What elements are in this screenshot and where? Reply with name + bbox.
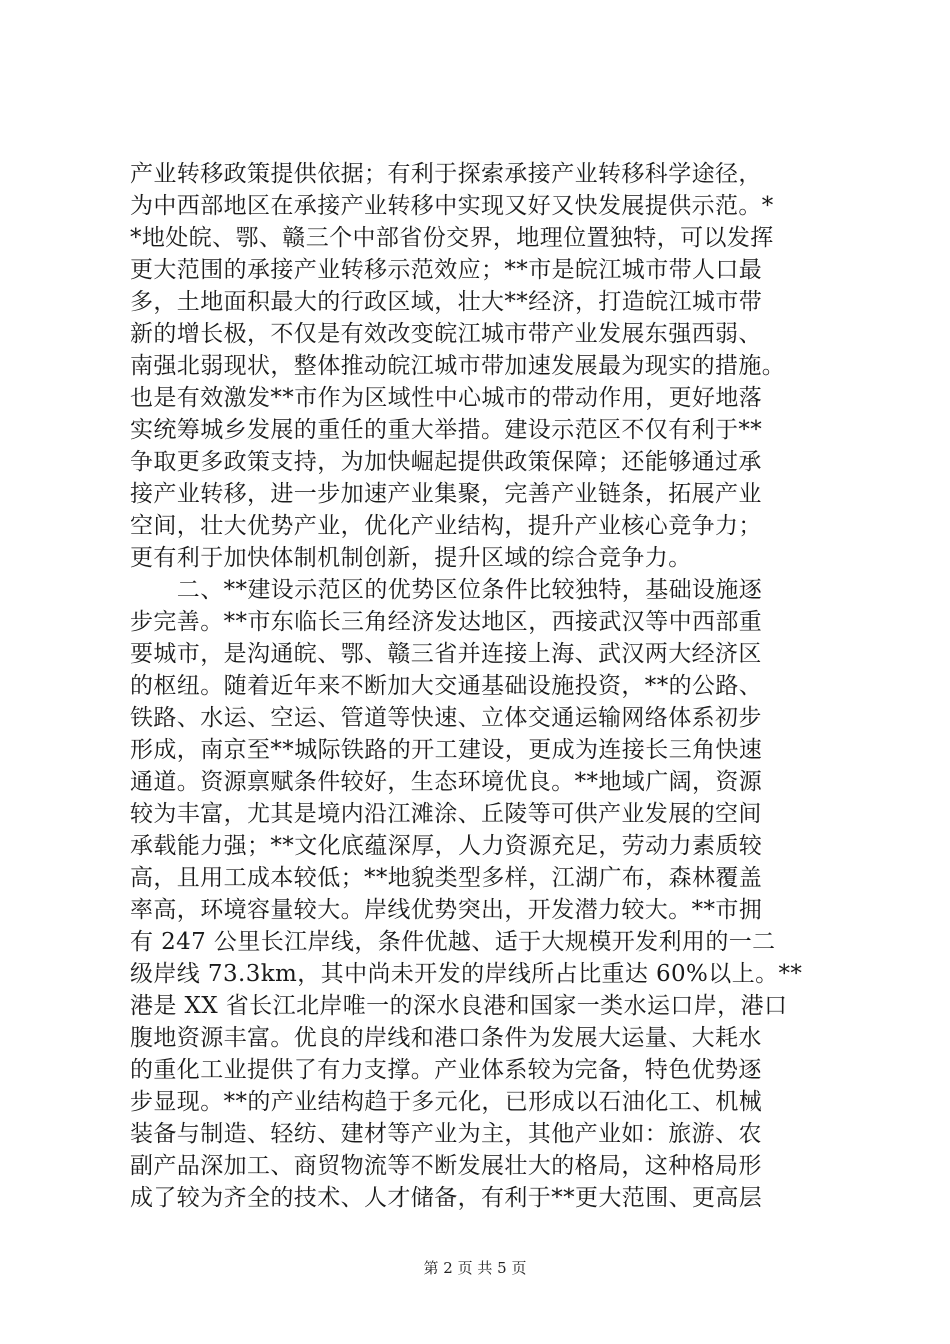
text-line: 腹地资源丰富。优良的岸线和港口条件为发展大运量、大耗水: [130, 1025, 762, 1051]
text-line: 装备与制造、轻纺、建材等产业为主，其他产业如：旅游、农: [130, 1121, 762, 1147]
text-line: 更大范围的承接产业转移示范效应；**市是皖江城市带人口最: [130, 257, 763, 283]
text-line: 的枢纽。随着近年来不断加大交通基础设施投资，**的公路、: [130, 673, 763, 699]
text-line: 通道。资源禀赋条件较好，生态环境优良。**地域广阔，资源: [130, 769, 763, 795]
text-line: 有 247 公里长江岸线，条件优越、适于大规模开发利用的一二: [130, 929, 776, 955]
text-line: 新的增长极，不仅是有效改变皖江城市带产业发展东强西弱、: [130, 321, 762, 347]
text-line: 形成，南京至**城际铁路的开工建设，更成为连接长三角快速: [130, 737, 763, 763]
text-line: 级岸线 73.3km，其中尚未开发的岸线所占比重达 60%以上。**: [130, 961, 803, 987]
text-line: 较为丰富，尤其是境内沿江滩涂、丘陵等可供产业发展的空间: [130, 801, 762, 827]
text-line: 副产品深加工、商贸物流等不断发展壮大的格局，这种格局形: [130, 1153, 762, 1179]
text-line: 承载能力强；**文化底蕴深厚，人力资源充足，劳动力素质较: [130, 833, 763, 859]
text-line: 的重化工业提供了有力支撑。产业体系较为完备，特色优势逐: [130, 1057, 762, 1083]
text-line: 步显现。**的产业结构趋于多元化，已形成以石油化工、机械: [130, 1089, 763, 1115]
text-line: 空间，壮大优势产业，优化产业结构，提升产业核心竞争力；: [130, 513, 762, 539]
text-line: 争取更多政策支持，为加快崛起提供政策保障；还能够通过承: [130, 449, 762, 475]
text-line: 南强北弱现状，整体推动皖江城市带加速发展最为现实的措施。: [130, 353, 786, 379]
text-line: 二、**建设示范区的优势区位条件比较独特，基础设施逐: [130, 577, 763, 603]
text-line: 为中西部地区在承接产业转移中实现又好又快发展提供示范。*: [130, 193, 774, 219]
text-line: 步完善。**市东临长三角经济发达地区，西接武汉等中西部重: [130, 609, 763, 635]
text-line: 产业转移政策提供依据；有利于探索承接产业转移科学途径，: [130, 161, 762, 187]
text-line: 更有利于加快体制机制创新，提升区域的综合竞争力。: [130, 545, 692, 571]
text-line: 成了较为齐全的技术、人才储备，有利于**更大范围、更高层: [130, 1185, 763, 1211]
body-text: [130, 158, 830, 1214]
text-line: 港是 XX 省长江北岸唯一的深水良港和国家一类水运口岸，港口: [130, 993, 788, 1019]
page-footer: 第 2 页 共 5 页: [423, 1259, 527, 1277]
text-line: 接产业转移，进一步加速产业集聚，完善产业链条，拓展产业: [130, 481, 762, 507]
text-line: *地处皖、鄂、赣三个中部省份交界，地理位置独特，可以发挥: [130, 225, 774, 251]
text-line: 铁路、水运、空运、管道等快速、立体交通运输网络体系初步: [130, 705, 762, 731]
text-line: 高，且用工成本较低；**地貌类型多样，江湖广布，森林覆盖: [130, 865, 763, 891]
text-line: 要城市，是沟通皖、鄂、赣三省并连接上海、武汉两大经济区: [130, 641, 762, 667]
text-line: 多，土地面积最大的行政区域，壮大**经济，打造皖江城市带: [130, 289, 763, 315]
text-line: 也是有效激发**市作为区域性中心城市的带动作用，更好地落: [130, 385, 763, 411]
text-line: 实统筹城乡发展的重任的重大举措。建设示范区不仅有利于**: [130, 417, 763, 443]
text-line: 率高，环境容量较大。岸线优势突出，开发潜力较大。**市拥: [130, 897, 763, 923]
